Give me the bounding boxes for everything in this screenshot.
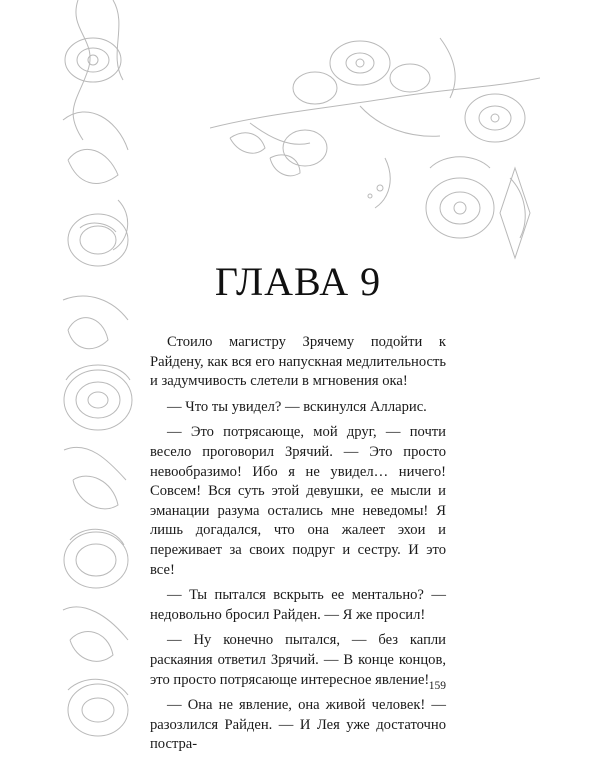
paragraph: — Она не явление, она живой человек! — разозлился Райден. — И Лея уже достаточно постра- — [150, 697, 446, 753]
paragraph: — Это потрясающе, мой друг, — почти весело проговорил Зрячий. — Это просто невообразимо! Ибо я не увидел… ничего! Совсем! Вся суть этой девушки, ее мысли и эманации разума остались мне неведомы! Я лишь догадался, что она жалеет эхои и переживает за своих подруг и сестру. И это все! — [150, 424, 446, 578]
chapter-text — [150, 333, 446, 761]
floral-border-icon — [58, 0, 136, 750]
paragraph: Стоило магистру Зрячему подойти к Райдену, как вся его напускная медлительность и задумчивость слетели в мгновения ока! — [150, 334, 446, 390]
paragraph: — Ты пытался вскрыть ее ментально? — недовольно бросил Райден. — Я же просил! — [150, 587, 446, 623]
paragraph: — Ну конечно пытался, — без капли раскаяния ответил Зрячий. — В конце концов, это просто потрясающе интересное явление! — [150, 632, 446, 688]
page-number: 159 — [428, 680, 446, 692]
paragraph: — Что ты увидел? — вскинулся Алларис. — [167, 398, 427, 415]
chapter-title: ГЛАВА 9 — [214, 259, 382, 304]
floral-branch-icon — [210, 18, 540, 268]
